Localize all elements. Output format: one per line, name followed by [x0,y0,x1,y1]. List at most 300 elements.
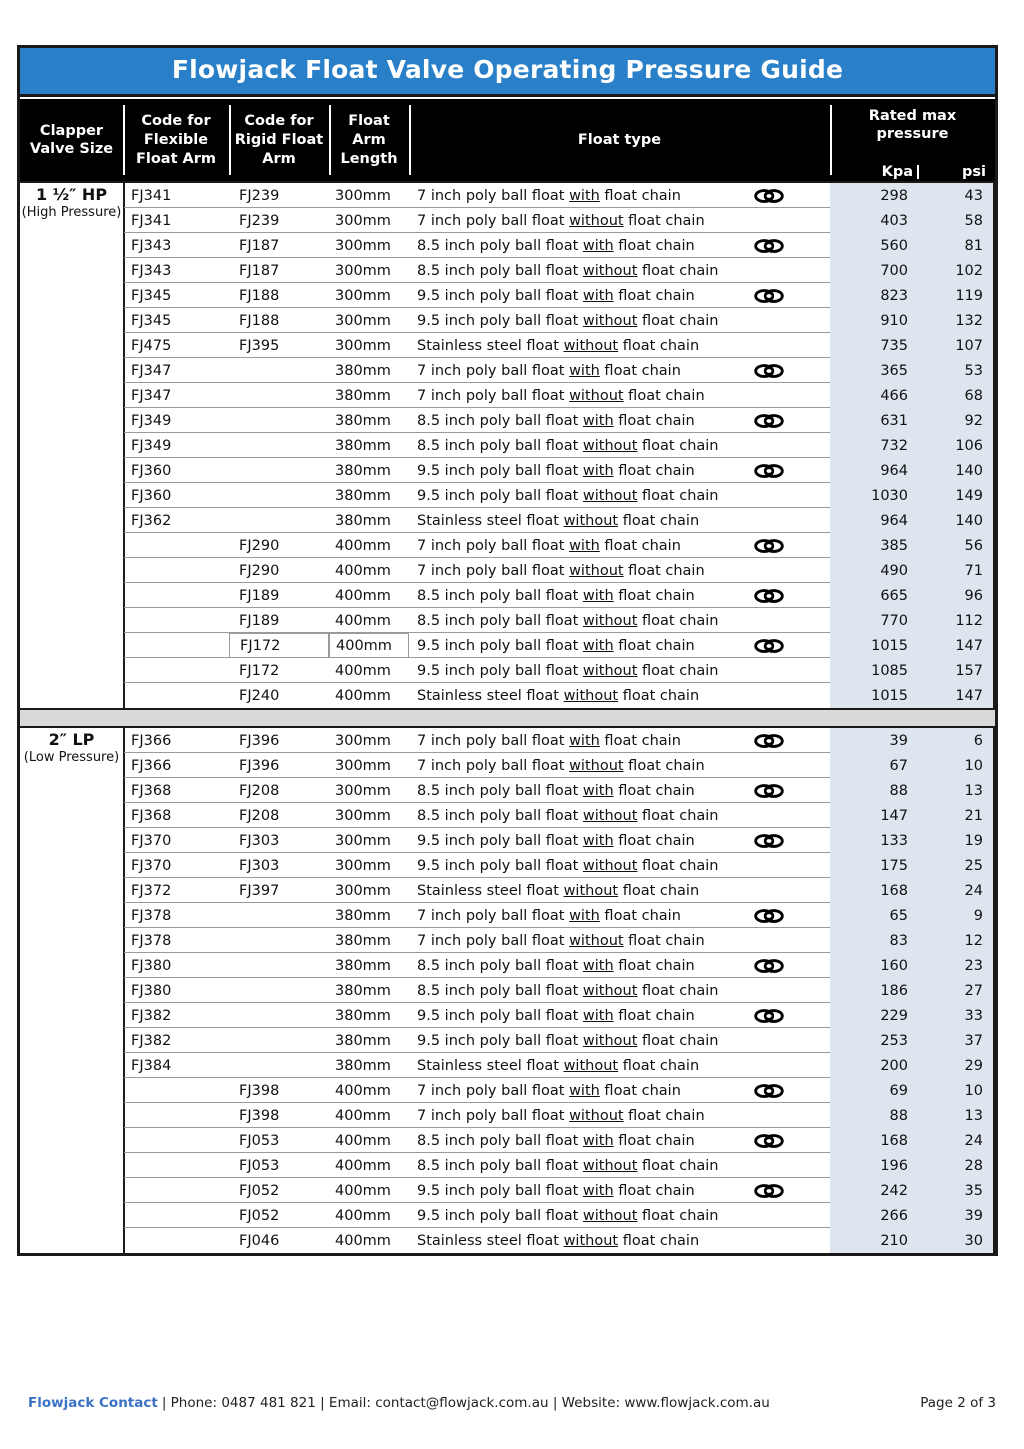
float-type-text: 9.5 inch poly ball float with float chain [417,832,695,849]
cell-float-type [409,833,830,849]
cell-float-arm-length: 380mm [335,957,391,974]
cell-pressure-psi: 102 [918,258,995,283]
cell-code-rigid: FJ239 [239,212,280,229]
cell-float-type [409,214,830,229]
cell-pressure-kpa: 266 [830,1203,918,1228]
float-type-text: 9.5 inch poly ball float with float chain [417,1182,695,1199]
cell-code-rigid: FJ397 [239,882,280,899]
cell-pressure-kpa: 385 [830,533,918,558]
float-type-text: Stainless steel float without float chain [417,687,700,704]
float-type-text: 9.5 inch poly ball float without float chain [417,312,719,329]
cell-float-arm-length: 380mm [335,387,391,404]
cell-code-flexible: FJ341 [131,187,172,204]
cell-float-type [409,859,830,874]
table-row[interactable] [20,333,995,358]
cell-code-rigid: FJ189 [239,612,280,629]
cell-float-type [409,538,830,554]
cell-pressure-kpa: 147 [830,803,918,828]
cell-code-flexible: FJ349 [131,437,172,454]
table-row[interactable] [20,633,995,658]
float-type-text: 9.5 inch poly ball float with float chain [417,287,695,304]
chain-link-icon [754,413,784,429]
table-row[interactable] [20,1228,995,1253]
float-type-text: 9.5 inch poly ball float without float chain [417,857,719,874]
cell-code-flexible: FJ343 [131,237,172,254]
cell-float-type [409,638,830,654]
cell-pressure-psi: 37 [918,1028,995,1053]
footer-contact-link[interactable]: Flowjack Contact [28,1395,158,1411]
cell-code-rigid: FJ188 [239,287,280,304]
valve-size-sub: (Low Pressure) [23,749,120,765]
float-type-text: 7 inch poly ball float without float chain [417,932,705,949]
cell-pressure-kpa: 186 [830,978,918,1003]
cell-code-rigid: FJ303 [239,832,280,849]
cell-float-arm-length [329,633,409,658]
cell-float-type [409,1083,830,1099]
header-rated-max-pressure [830,99,995,181]
cell-float-arm-length: 300mm [335,287,391,304]
cell-float-arm-length: 400mm [335,1132,391,1149]
table-row[interactable] [20,1028,995,1053]
table-row[interactable] [20,1003,995,1028]
cell-float-type [409,489,830,504]
table-row[interactable] [20,683,995,708]
float-type-text: 7 inch poly ball float with float chain [417,362,681,379]
cell-pressure-psi: 140 [918,508,995,533]
table-row[interactable] [20,1078,995,1103]
table-row[interactable] [20,233,995,258]
cell-float-type [409,958,830,974]
cell-pressure-psi: 58 [918,208,995,233]
cell-pressure-psi: 132 [918,308,995,333]
cell-float-arm-length: 300mm [335,807,391,824]
cell-code-rigid: FJ398 [239,1082,280,1099]
float-type-text: 7 inch poly ball float with float chain [417,732,681,749]
header-rated-max-pressure-label: Rated max pressure [868,108,957,143]
cell-code-rigid: FJ239 [239,187,280,204]
cell-pressure-kpa: 1030 [830,483,918,508]
selected-cell[interactable]: FJ172 [229,633,329,658]
cell-float-type [409,264,830,279]
cell-code-rigid: FJ053 [239,1157,280,1174]
cell-pressure-psi: 96 [918,583,995,608]
cell-float-type [409,363,830,379]
cell-float-type [409,288,830,304]
cell-pressure-kpa: 88 [830,778,918,803]
cell-pressure-psi: 71 [918,558,995,583]
cell-pressure-psi: 106 [918,433,995,458]
cell-float-arm-length: 300mm [335,857,391,874]
cell-code-flexible: FJ378 [131,932,172,949]
cell-pressure-psi: 27 [918,978,995,1003]
table-row[interactable] [20,208,995,233]
section-separator [20,708,995,728]
cell-float-arm-length: 400mm [335,687,391,704]
page-title: Flowjack Float Valve Operating Pressure Guide [20,48,995,97]
cell-code-flexible: FJ380 [131,957,172,974]
cell-code-rigid: FJ208 [239,807,280,824]
table-row[interactable] [20,778,995,803]
cell-float-arm-length: 400mm [335,537,391,554]
cell-pressure-kpa: 665 [830,583,918,608]
float-type-text: 8.5 inch poly ball float without float chain [417,807,719,824]
cell-pressure-kpa: 229 [830,1003,918,1028]
pressure-guide-table [17,45,998,1256]
cell-pressure-psi: 9 [918,903,995,928]
table-row[interactable] [20,853,995,878]
cell-pressure-kpa: 770 [830,608,918,633]
chain-link-icon [754,363,784,379]
cell-float-type [409,413,830,429]
cell-pressure-psi: 10 [918,1078,995,1103]
cell-pressure-psi: 147 [918,633,995,658]
cell-pressure-kpa: 210 [830,1228,918,1253]
valve-size-main: 2″ LP [48,730,95,750]
cell-code-flexible: FJ343 [131,262,172,279]
float-type-text: 7 inch poly ball float without float chain [417,212,705,229]
table-row[interactable] [20,508,995,533]
table-row[interactable] [20,1178,995,1203]
float-type-text: 9.5 inch poly ball float with float chain [417,462,695,479]
float-type-text: 8.5 inch poly ball float without float chain [417,262,719,279]
header-kpa: Kpa [831,165,919,180]
table-row[interactable] [20,728,995,753]
table-row[interactable] [20,483,995,508]
cell-pressure-psi: 140 [918,458,995,483]
cell-float-arm-length: 380mm [335,1007,391,1024]
float-type-text: 8.5 inch poly ball float without float chain [417,982,719,999]
cell-float-arm-length: 300mm [335,782,391,799]
table-section [20,728,995,1253]
cell-pressure-kpa: 253 [830,1028,918,1053]
cell-float-type [409,339,830,354]
cell-pressure-kpa: 196 [830,1153,918,1178]
cell-float-type [409,1008,830,1024]
cell-pressure-kpa: 83 [830,928,918,953]
cell-code-rigid [229,633,329,658]
table-row[interactable] [20,533,995,558]
chain-link-icon [754,188,784,204]
float-type-text: 9.5 inch poly ball float with float chain [417,1007,695,1024]
cell-float-type [409,1209,830,1224]
cell-pressure-kpa: 168 [830,1128,918,1153]
float-type-text: Stainless steel float without float chain [417,1057,700,1074]
valve-size-main: 1 ½″ HP [35,185,108,205]
table-row[interactable] [20,408,995,433]
cell-pressure-psi: 107 [918,333,995,358]
header-clapper-valve-size: Clapper Valve Size [29,122,114,158]
cell-pressure-kpa: 242 [830,1178,918,1203]
table-row[interactable] [20,183,995,208]
table-row[interactable] [20,828,995,853]
float-type-text: 7 inch poly ball float without float chain [417,1107,705,1124]
cell-float-type [409,884,830,899]
chain-link-icon [754,538,784,554]
cell-pressure-psi: 23 [918,953,995,978]
chain-link-icon [754,908,784,924]
float-type-text: 8.5 inch poly ball float with float chain [417,1132,695,1149]
cell-code-flexible: FJ368 [131,782,172,799]
cell-float-arm-length: 300mm [335,262,391,279]
table-header-row [20,97,995,183]
cell-code-rigid: FJ189 [239,587,280,604]
cell-float-type [409,1109,830,1124]
footer-contact-details: | Phone: 0487 481 821 | Email: contact@flowjack.com.au | Website: www.flowjack.com.au [161,1395,770,1411]
cell-float-type [409,984,830,999]
cell-pressure-psi: 28 [918,1153,995,1178]
cell-float-type [409,188,830,204]
table-row[interactable] [20,753,995,778]
cell-pressure-kpa: 1015 [830,683,918,708]
cell-code-flexible: FJ370 [131,832,172,849]
cell-pressure-kpa: 631 [830,408,918,433]
chain-link-icon [754,638,784,654]
header-psi: psi [962,163,986,180]
cell-float-type [409,1183,830,1199]
float-type-text: 7 inch poly ball float without float chain [417,757,705,774]
table-row[interactable] [20,1053,995,1078]
cell-float-arm-length: 300mm [335,237,391,254]
cell-code-rigid: FJ188 [239,312,280,329]
cell-pressure-psi: 81 [918,233,995,258]
cell-code-rigid: FJ208 [239,782,280,799]
cell-float-arm-length: 400mm [335,1182,391,1199]
cell-float-type [409,614,830,629]
cell-pressure-kpa: 964 [830,508,918,533]
cell-float-arm-length: 380mm [335,512,391,529]
cell-float-arm-length: 300mm [335,187,391,204]
float-type-text: 7 inch poly ball float with float chain [417,1082,681,1099]
cell-pressure-psi: 33 [918,1003,995,1028]
cell-float-arm-length: 400mm [335,662,391,679]
chain-link-icon [754,288,784,304]
chain-link-icon [754,1008,784,1024]
table-row[interactable] [20,1203,995,1228]
float-type-text: 8.5 inch poly ball float with float chain [417,957,695,974]
chain-link-icon [754,1083,784,1099]
header-pressure-units [831,156,994,180]
cell-pressure-psi: 6 [918,728,995,753]
cell-pressure-kpa: 88 [830,1103,918,1128]
cell-code-rigid: FJ396 [239,757,280,774]
cell-pressure-psi: 10 [918,753,995,778]
chain-link-icon [754,1183,784,1199]
cell-code-flexible: FJ345 [131,312,172,329]
page-footer [28,1395,996,1411]
table-row[interactable] [20,308,995,333]
float-type-text: 8.5 inch poly ball float without float chain [417,612,719,629]
cell-float-type [409,1234,830,1249]
table-row[interactable] [20,258,995,283]
header-float-type: Float type [409,99,830,181]
cell-pressure-psi: 13 [918,1103,995,1128]
cell-pressure-psi: 119 [918,283,995,308]
cell-float-arm-length: 300mm [335,757,391,774]
cell-code-flexible: FJ380 [131,982,172,999]
table-body [20,183,995,1253]
cell-float-arm-length: 300mm [335,337,391,354]
cell-float-arm-length: 300mm [335,312,391,329]
cell-pressure-kpa: 735 [830,333,918,358]
table-row[interactable] [20,978,995,1003]
cell-pressure-psi: 147 [918,683,995,708]
cell-code-rigid: FJ187 [239,262,280,279]
cell-pressure-psi: 92 [918,408,995,433]
cell-float-arm-length: 400mm [335,1157,391,1174]
cell-code-flexible: FJ341 [131,212,172,229]
cell-pressure-psi: 24 [918,878,995,903]
cell-float-arm-length: 380mm [335,932,391,949]
cell-float-type [409,783,830,799]
cell-code-flexible: FJ382 [131,1032,172,1049]
selected-cell[interactable]: 400mm [329,633,409,658]
cell-code-rigid: FJ052 [239,1207,280,1224]
float-type-text: 9.5 inch poly ball float without float chain [417,1207,719,1224]
cell-pressure-psi: 43 [918,183,995,208]
table-row[interactable] [20,1128,995,1153]
cell-code-rigid: FJ187 [239,237,280,254]
cell-float-arm-length: 400mm [335,1207,391,1224]
cell-code-rigid: FJ053 [239,1132,280,1149]
cell-pressure-psi: 19 [918,828,995,853]
cell-float-arm-length: 300mm [335,882,391,899]
float-type-text: 9.5 inch poly ball float without float chain [417,662,719,679]
cell-pressure-psi: 24 [918,1128,995,1153]
table-row[interactable] [20,583,995,608]
cell-pressure-kpa: 65 [830,903,918,928]
cell-float-type [409,689,830,704]
table-row[interactable] [20,558,995,583]
cell-pressure-kpa: 1085 [830,658,918,683]
cell-float-arm-length: 300mm [335,212,391,229]
cell-code-rigid: FJ046 [239,1232,280,1249]
cell-pressure-psi: 13 [918,778,995,803]
cell-code-flexible: FJ345 [131,287,172,304]
chain-link-icon [754,238,784,254]
cell-float-arm-length: 400mm [335,1232,391,1249]
cell-pressure-kpa: 732 [830,433,918,458]
cell-code-rigid: FJ396 [239,732,280,749]
cell-float-arm-length: 400mm [335,562,391,579]
cell-pressure-psi: 112 [918,608,995,633]
cell-code-rigid: FJ290 [239,537,280,554]
cell-float-arm-length: 300mm [335,732,391,749]
cell-code-flexible: FJ384 [131,1057,172,1074]
chain-link-icon [754,783,784,799]
table-row[interactable] [20,803,995,828]
cell-code-flexible: FJ372 [131,882,172,899]
float-type-text: 8.5 inch poly ball float without float chain [417,1157,719,1174]
cell-pressure-psi: 29 [918,1053,995,1078]
cell-float-type [409,809,830,824]
cell-float-arm-length: 400mm [335,587,391,604]
cell-pressure-kpa: 67 [830,753,918,778]
cell-code-flexible: FJ475 [131,337,172,354]
table-row[interactable] [20,283,995,308]
float-type-text: 8.5 inch poly ball float without float chain [417,437,719,454]
cell-pressure-kpa: 403 [830,208,918,233]
header-code-flexible-float-arm: Code for Flexible Float Arm [123,99,229,181]
cell-code-rigid: FJ303 [239,857,280,874]
cell-code-rigid: FJ290 [239,562,280,579]
cell-pressure-psi: 149 [918,483,995,508]
cell-float-type [409,588,830,604]
cell-pressure-kpa: 964 [830,458,918,483]
table-row[interactable] [20,383,995,408]
cell-float-type [409,564,830,579]
chain-link-icon [754,833,784,849]
cell-pressure-kpa: 490 [830,558,918,583]
cell-float-arm-length: 380mm [335,362,391,379]
table-row[interactable] [20,903,995,928]
cell-pressure-kpa: 1015 [830,633,918,658]
cell-float-type [409,1059,830,1074]
cell-pressure-kpa: 39 [830,728,918,753]
float-type-text: Stainless steel float without float chain [417,337,700,354]
table-row[interactable] [20,928,995,953]
cell-float-type [409,439,830,454]
table-row[interactable] [20,1153,995,1178]
cell-float-type [409,514,830,529]
cell-float-type [409,1034,830,1049]
table-row[interactable] [20,1103,995,1128]
cell-float-type [409,238,830,254]
cell-pressure-kpa: 200 [830,1053,918,1078]
cell-pressure-psi: 39 [918,1203,995,1228]
cell-code-rigid: FJ398 [239,1107,280,1124]
cell-pressure-kpa: 160 [830,953,918,978]
table-row[interactable] [20,658,995,683]
table-row[interactable] [20,878,995,903]
float-type-text: Stainless steel float without float chain [417,512,700,529]
table-row[interactable] [20,953,995,978]
float-type-text: Stainless steel float without float chain [417,1232,700,1249]
header-code-rigid-float-arm: Code for Rigid Float Arm [229,99,329,181]
cell-code-flexible: FJ347 [131,387,172,404]
cell-pressure-kpa: 168 [830,878,918,903]
cell-code-rigid: FJ395 [239,337,280,354]
cell-float-type [409,389,830,404]
cell-code-flexible: FJ360 [131,462,172,479]
chain-link-icon [754,463,784,479]
float-type-text: Stainless steel float without float chain [417,882,700,899]
cell-float-type [409,664,830,679]
chain-link-icon [754,1133,784,1149]
cell-code-flexible: FJ349 [131,412,172,429]
float-type-text: 8.5 inch poly ball float with float chain [417,237,695,254]
cell-float-type [409,463,830,479]
table-row[interactable] [20,433,995,458]
table-row[interactable] [20,608,995,633]
cell-code-flexible: FJ347 [131,362,172,379]
header-float-arm-length: Float Arm Length [329,99,409,181]
cell-float-arm-length: 380mm [335,437,391,454]
float-type-text: 7 inch poly ball float with float chain [417,907,681,924]
table-row[interactable] [20,458,995,483]
cell-float-arm-length: 300mm [335,832,391,849]
cell-float-type [409,1133,830,1149]
table-row[interactable] [20,358,995,383]
float-type-text: 7 inch poly ball float without float chain [417,387,705,404]
cell-pressure-kpa: 560 [830,233,918,258]
float-type-text: 8.5 inch poly ball float with float chain [417,587,695,604]
cell-pressure-kpa: 910 [830,308,918,333]
cell-float-arm-length: 380mm [335,412,391,429]
cell-pressure-psi: 25 [918,853,995,878]
cell-pressure-psi: 30 [918,1228,995,1253]
float-type-text: 8.5 inch poly ball float with float chain [417,412,695,429]
cell-code-rigid: FJ052 [239,1182,280,1199]
